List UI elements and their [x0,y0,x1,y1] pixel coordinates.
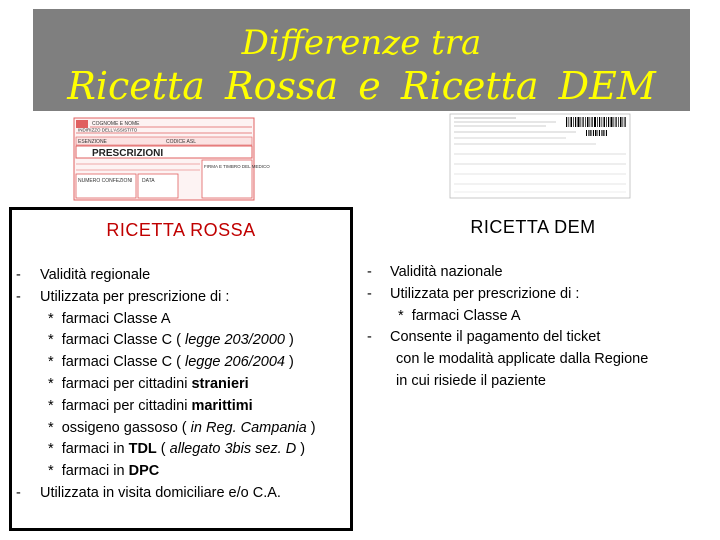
text-part: farmaci Classe C ( [61,332,185,349]
dash-marker: - [367,329,372,346]
rossa-subitem-text [12,461,159,483]
text-part: ) [284,332,294,349]
rossa-list-item [12,374,350,396]
rossa-list-item [12,309,350,331]
ricetta-dem-form-drawing [446,112,634,202]
ricetta-rossa-image [70,116,270,202]
dem-subitem-text [362,306,521,328]
italic-text: allegato 3bis sez. D [169,441,297,458]
star-marker: * [48,310,62,327]
title-line-1: Differenze tra [241,23,482,63]
rossa-list-item [12,265,350,287]
rossa-subitem-text [12,374,249,396]
bold-text: stranieri [191,375,249,392]
dash-marker: - [367,285,372,302]
dem-item-continuation: in cui risiede il paziente [396,372,546,389]
star-marker: * [48,397,62,414]
rossa-label-prescrizioni: PRESCRIZIONI [92,148,164,159]
ricetta-rossa-list [12,265,350,505]
rossa-list-item [12,461,350,483]
dem-list-item [362,306,704,328]
text-part: ) [284,354,294,371]
star-marker: * [48,463,62,480]
star-marker: * [48,419,62,436]
title-banner [33,9,690,111]
dem-list-item [362,371,704,393]
bold-text: TDL [128,441,157,458]
title-line-2: Ricetta Rossa e Ricetta DEM [67,64,656,108]
dash-marker: - [367,264,372,280]
text-part: ) [296,441,306,458]
rossa-item-text: Validità regionale [40,267,151,283]
star-marker: * [398,307,412,324]
rossa-list-item [12,352,350,374]
star-marker: * [48,354,62,371]
rossa-label-cognome: COGNOME E NOME [92,121,140,127]
rossa-label-confezioni: NUMERO CONFEZIONI [78,178,133,184]
bold-text: DPC [128,463,160,480]
rossa-subitem-text [12,439,305,461]
italic-text: legge 203/2000 [184,332,285,349]
rossa-subitem-text [12,330,294,352]
bold-text: marittimi [191,397,253,414]
rossa-label-esenzione: ESENZIONE [78,139,107,145]
rossa-subitem-text [12,309,171,331]
text-part: farmaci Classe A [61,310,171,327]
dash-marker: - [16,267,21,283]
rossa-list-item [12,439,350,461]
rossa-subitem-text [12,418,316,440]
text-part: farmaci in [61,463,129,480]
dem-list-item [362,284,704,306]
dem-item-continuation: con le modalità applicate dalla Regione [396,351,649,368]
ricetta-rossa-panel [9,207,353,531]
ricetta-dem-heading: RICETTA DEM [470,217,596,237]
rossa-list-item [12,396,350,418]
dem-item-text: Utilizzata per prescrizione di : [390,285,580,302]
text-part: farmaci per cittadini [61,375,192,392]
ricetta-rossa-form-drawing [70,116,270,202]
text-part: ) [306,419,316,436]
dem-item-text: Validità nazionale [390,264,503,280]
star-marker: * [48,332,62,349]
ricetta-rossa-heading: RICETTA ROSSA [106,220,256,240]
text-part: farmaci Classe A [411,307,521,324]
text-part: ( [156,441,170,458]
text-part: farmaci in [61,441,129,458]
rossa-label-codice-asl: CODICE ASL [166,139,197,145]
rossa-item-text: Utilizzata per prescrizione di : [40,288,230,305]
rossa-list-item [12,287,350,309]
text-part: farmaci per cittadini [61,397,192,414]
rossa-list-item [12,483,350,505]
dem-list-item [362,327,704,349]
rossa-list-item [12,418,350,440]
ricetta-dem-image [446,112,634,202]
rossa-subitem-text [12,352,294,374]
dem-list-item [362,349,704,371]
rossa-label-data: DATA [142,178,155,184]
star-marker: * [48,375,62,392]
star-marker: * [48,441,62,458]
rossa-subitem-text [12,396,253,418]
text-part: farmaci Classe C ( [61,354,185,371]
ricetta-dem-panel [362,207,704,525]
text-part: ossigeno gassoso ( [61,419,191,436]
italic-text: legge 206/2004 [184,354,285,371]
dash-marker: - [16,288,21,305]
dem-item-text: Consente il pagamento del ticket [390,329,601,346]
rossa-label-firma: FIRMA E TIMBRO DEL MEDICO [204,164,270,169]
rossa-list-item [12,330,350,352]
rossa-item-text: Utilizzata in visita domiciliare e/o C.A. [40,484,281,501]
italic-text: in Reg. Campania [190,419,307,436]
dem-list-item [362,262,704,284]
ricetta-dem-list [362,262,704,393]
dash-marker: - [16,484,21,501]
rossa-label-indirizzo: INDIRIZZO DELL'ASSISTITO [78,127,138,133]
